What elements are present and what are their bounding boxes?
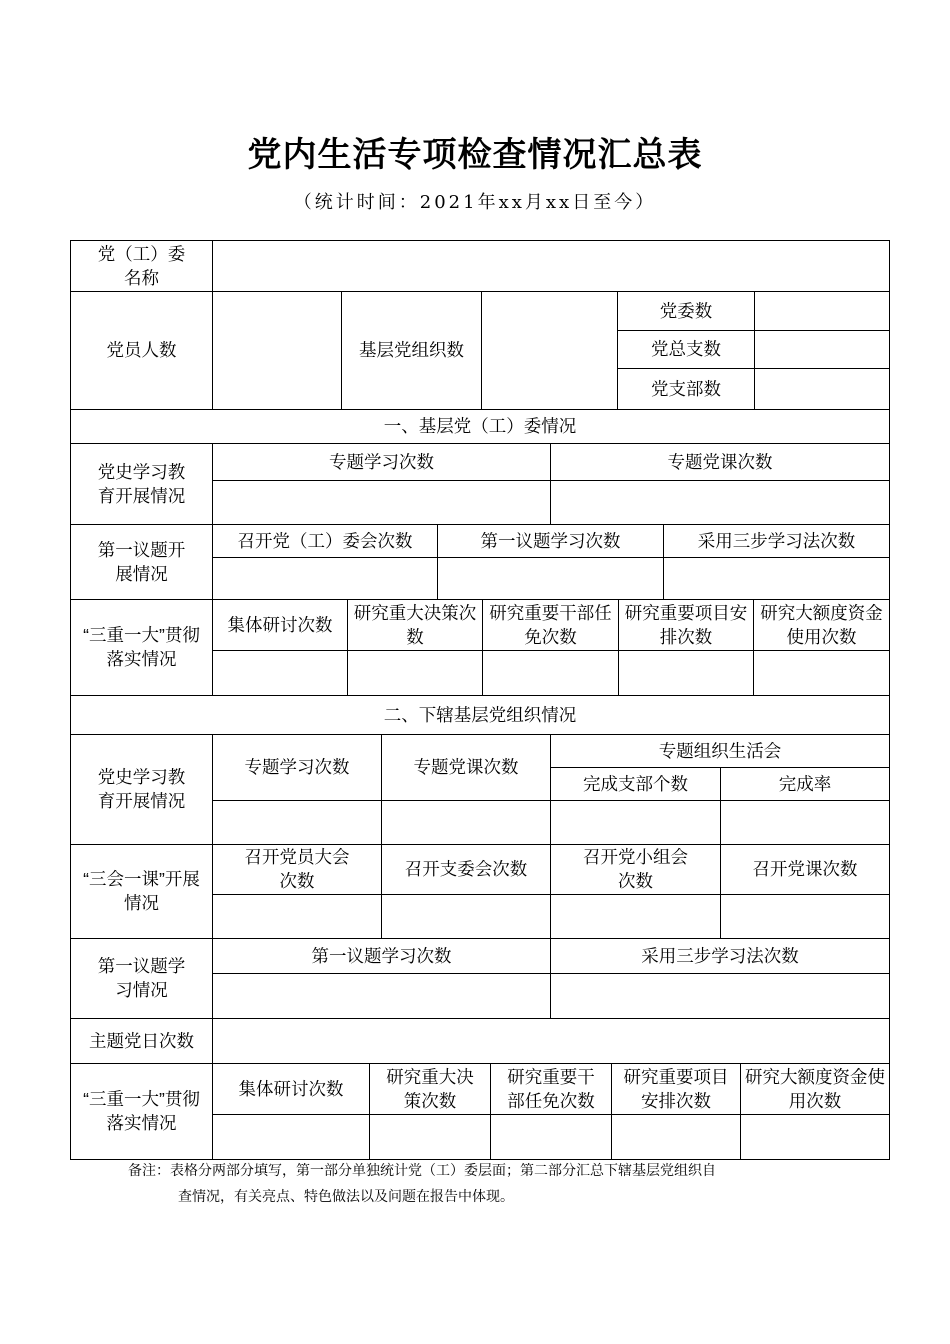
footnote-line-1: 备注：表格分两部分填写，第一部分单独统计党（工）委层面；第二部分汇总下辖基层党组织自 [128,1163,716,1179]
s2-theme-day-label: 主题党日次数 [71,1019,213,1064]
section1-heading-row [70,410,890,445]
s2-sanzhong-label: “三重一大”贯彻落实情况 [71,1064,213,1159]
s2-history-col-branches: 完成支部个数 [551,767,721,800]
s2-sanzhong-project-cell[interactable] [612,1114,741,1159]
s1-sanzhong-appointment-cell[interactable] [483,650,619,695]
s2-history-col-lecture: 专题党课次数 [382,735,551,800]
s2-history-block [70,735,890,845]
s2-sanhui-group-cell[interactable] [551,895,721,939]
s2-topic1-block [70,939,890,1019]
s1-topic1-label: 第一议题开展情况 [71,525,213,600]
s2-history-branches-cell[interactable] [551,800,721,844]
s2-sanzhong-col-appointment: 研究重要干部任免次数 [491,1064,612,1114]
s1-topic1-col-method: 采用三步学习法次数 [664,525,890,558]
general-branch-count-cell[interactable] [755,330,890,368]
s1-history-study-cell[interactable] [213,480,551,524]
s2-sanhui-committee-cell[interactable] [382,895,551,939]
s1-sanzhong-project-cell[interactable] [619,650,754,695]
s2-sanhui-col-assembly: 召开党员大会次数 [213,845,382,895]
s2-topic1-label: 第一议题学习情况 [71,939,213,1018]
s1-sanzhong-discuss-cell[interactable] [213,650,348,695]
s2-sanzhong-col-project: 研究重要项目安排次数 [612,1064,741,1114]
s2-theme-day-row [70,1019,890,1065]
s2-sanhui-assembly-cell[interactable] [213,895,382,939]
s2-history-study-cell[interactable] [213,800,382,844]
s2-history-label: 党史学习教育开展情况 [71,735,213,844]
s1-sanzhong-col-appointment: 研究重要干部任免次数 [483,600,619,650]
s2-sanhui-col-lecture: 召开党课次数 [721,845,890,895]
s2-history-col-group: 专题组织生活会 [551,735,890,767]
s2-topic1-method-cell[interactable] [551,973,890,1018]
footnote [128,1158,848,1210]
s1-sanzhong-label: “三重一大”贯彻落实情况 [71,600,213,695]
s1-history-col-lecture: 专题党课次数 [551,444,890,480]
s2-sanzhong-discuss-cell[interactable] [213,1114,370,1159]
section1-heading: 一、基层党（工）委情况 [71,410,890,444]
s2-sanhui-block [70,845,890,940]
grassroots-value-cell[interactable] [482,292,618,409]
s1-topic1-block [70,525,890,601]
s1-topic1-method-cell[interactable] [664,558,890,600]
s1-history-block [70,444,890,525]
s2-theme-day-cell[interactable] [213,1019,890,1064]
s1-topic1-col-meetings: 召开党（工）委会次数 [213,525,438,558]
s2-sanhui-lecture-cell[interactable] [721,895,890,939]
s1-sanzhong-funds-cell[interactable] [754,650,890,695]
s2-history-lecture-cell[interactable] [382,800,551,844]
s1-history-col-study: 专题学习次数 [213,444,551,480]
s2-topic1-col-method: 采用三步学习法次数 [551,939,890,973]
s2-topic1-col-study: 第一议题学习次数 [213,939,551,973]
s2-sanzhong-funds-cell[interactable] [741,1114,890,1159]
committee-name-input[interactable] [213,241,890,292]
s2-sanzhong-appointment-cell[interactable] [491,1114,612,1159]
s1-sanzhong-col-project: 研究重要项目安排次数 [619,600,754,650]
party-committee-count-cell[interactable] [755,292,890,330]
branch-count-label: 党支部数 [618,368,755,409]
s1-history-lecture-cell[interactable] [551,480,890,524]
section2-heading-row [70,696,890,736]
s1-history-label: 党史学习教育开展情况 [71,444,213,524]
s2-history-col-study: 专题学习次数 [213,735,382,800]
s2-sanzhong-col-decision: 研究重大决策次数 [370,1064,491,1114]
s2-sanzhong-block [70,1064,890,1160]
s2-sanzhong-col-discuss: 集体研讨次数 [213,1064,370,1114]
general-branch-count-label: 党总支数 [618,330,755,368]
s2-history-rate-cell[interactable] [721,800,890,844]
section2-heading: 二、下辖基层党组织情况 [71,696,890,735]
summary-table [70,240,890,1160]
party-committee-count-label: 党委数 [618,292,755,330]
s1-topic1-col-study: 第一议题学习次数 [438,525,664,558]
footnote-line-2: 查情况，有关亮点、特色做法以及问题在报告中体现。 [178,1189,514,1205]
document-subtitle: （统计时间：2021年xx月xx日至今） [293,192,657,213]
s1-sanzhong-col-discuss: 集体研讨次数 [213,600,348,650]
s2-sanzhong-col-funds: 研究大额度资金使用次数 [741,1064,890,1114]
committee-name-row [70,240,890,292]
members-block [70,292,890,410]
s2-topic1-study-cell[interactable] [213,973,551,1018]
s1-sanzhong-col-funds: 研究大额度资金使用次数 [754,600,890,650]
branch-count-cell[interactable] [755,368,890,409]
s1-sanzhong-decision-cell[interactable] [348,650,483,695]
members-value-cell[interactable] [213,292,342,409]
s1-sanzhong-col-decision: 研究重大决策次数 [348,600,483,650]
s1-topic1-meetings-cell[interactable] [213,558,438,600]
committee-name-label: 党（工）委名称 [71,241,213,292]
document-title: 党内生活专项检查情况汇总表 [247,135,703,175]
grassroots-label: 基层党组织数 [342,292,482,409]
s2-sanhui-col-group: 召开党小组会次数 [551,845,721,895]
s2-sanzhong-decision-cell[interactable] [370,1114,491,1159]
members-label: 党员人数 [71,292,213,409]
s2-sanhui-col-committee: 召开支委会次数 [382,845,551,895]
s2-history-col-rate: 完成率 [721,767,890,800]
s2-sanhui-label: “三会一课”开展情况 [71,845,213,939]
s1-topic1-study-cell[interactable] [438,558,664,600]
s1-sanzhong-block [70,600,890,696]
